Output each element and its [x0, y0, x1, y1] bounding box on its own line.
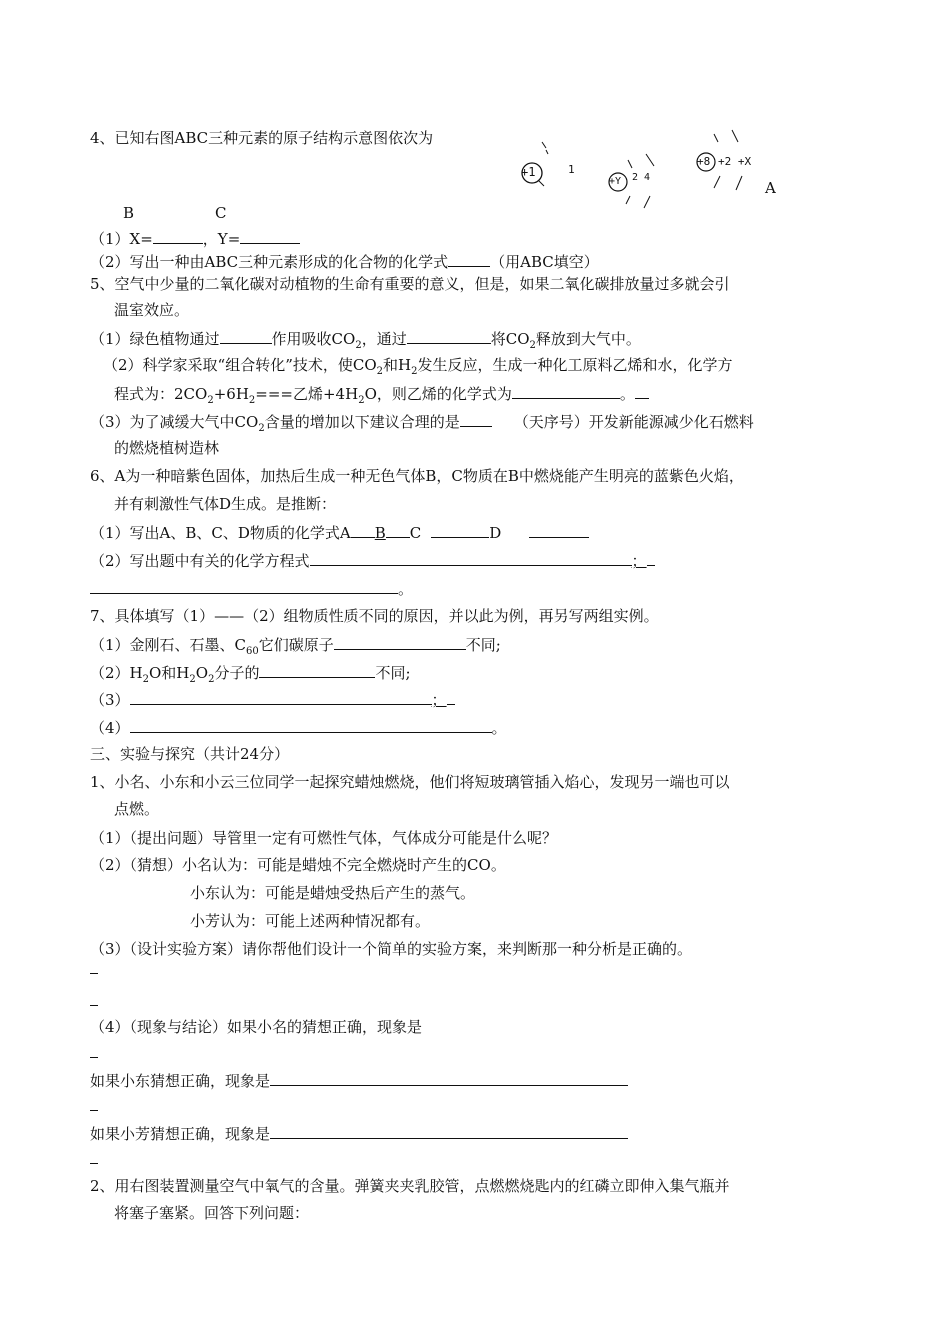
q7-part1 [90, 634, 501, 662]
q6-equation-blank-2[interactable] [90, 578, 398, 594]
q7-p1-sub: 60 [246, 646, 259, 657]
q7-p2-sub-3: 2 [208, 674, 215, 685]
q4-x-label: （1）X= [90, 230, 153, 248]
q5-p1-sub-2: 2 [529, 340, 536, 351]
exp1-part4-c [90, 1123, 628, 1144]
q5-part3-line1 [90, 411, 754, 439]
q7-part4 [90, 717, 507, 738]
q5-p3-b: 含量的增加以下建议合理的是 [264, 413, 460, 431]
q5-ethylene-blank-tail [635, 383, 649, 399]
q6-p1-a: （1）写出A、B、C、D物质的化学式A [90, 524, 351, 542]
q6-equation-blank-1[interactable] [310, 550, 632, 566]
q6-end: 。 [398, 580, 414, 598]
q7-p3-blank-tail [447, 689, 455, 705]
exp1-part4-b [90, 1070, 628, 1091]
q6-stem-1: 6、A为一种暗紫色固体，加热后生成一种无色气体B，C物质在B中燃烧能产生明亮的蓝紫色火焰， [90, 467, 744, 485]
atom-a-nucleus: +8 [697, 155, 711, 168]
q5-part3-line2: 的燃烧植树造林 [114, 439, 220, 457]
q4-formula-blank[interactable] [448, 251, 490, 267]
q5-p1-sub-1: 2 [355, 340, 362, 351]
q6-p1-d: D [489, 524, 502, 542]
q5-p2-g: O，则乙烯的化学式为 [364, 385, 512, 403]
atom-diagram-a [694, 128, 764, 198]
q7-stem: 7、具体填写（1）——（2）组物质性质不同的原因，并以此为例，再另写两组实例。 [90, 607, 659, 625]
q7-p2-blank[interactable] [259, 662, 375, 678]
exp1-part3: （3）（设计实验方案）请你帮他们设计一个简单的实验方案，来判断那一种分析是正确的。 [90, 940, 693, 958]
q5-part1 [90, 328, 641, 356]
q4-part2 [90, 251, 599, 272]
q4-x-blank[interactable] [153, 228, 203, 244]
atom-c-shell: 2 4 [632, 172, 651, 183]
q7-p2-sub-2: 2 [189, 674, 196, 685]
q5-p1-blank-1[interactable] [220, 328, 272, 344]
exp1-answer-line-1[interactable] [90, 973, 98, 974]
q7-part2 [90, 662, 411, 690]
q7-p1-a: （1）金刚石、石墨、C [90, 636, 247, 654]
q7-p4-end: 。 [491, 719, 507, 737]
q5-p2-c: 发生反应，生成一种化工原料乙烯和水，化学方 [417, 356, 733, 374]
exp1-stem-2: 点燃。 [114, 800, 160, 818]
q5-p1-e: 释放到大气中。 [535, 330, 641, 348]
q7-p1-c: 不同; [465, 636, 501, 654]
section-3-title: 三、实验与探究（共计24分） [90, 745, 290, 763]
q7-part3 [90, 689, 455, 710]
q7-p4-blank[interactable] [130, 717, 492, 733]
q4-part1 [90, 228, 300, 249]
q6-p1-b: B [374, 524, 386, 542]
q6-p1-c: C [409, 524, 422, 542]
q6-c-blank[interactable] [431, 522, 489, 538]
q7-p3-end: ； [431, 691, 447, 709]
q4-part2-text: （2）写出一种由ABC三种元素形成的化合物的化学式 [90, 253, 449, 271]
atom-c-nucleus: +Y [609, 176, 622, 187]
q5-p2-a: （2）科学家采取“组合转化”技术，使CO [103, 356, 377, 374]
q5-p1-c: ，通过 [361, 330, 407, 348]
exp1-part2: （2）（猜想）小名认为：可能是蜡烛不完全燃烧时产生的CO。 [90, 856, 506, 874]
q5-p1-d: 将CO [490, 330, 530, 348]
q4-part2-tail: （用ABC填空） [490, 253, 599, 271]
q6-part2 [90, 550, 655, 571]
exp1-stem-1: 1、小名、小东和小云三位同学一起探究蜡烛燃烧，他们将短玻璃管插入焰心，发现另一端也可以 [90, 773, 730, 791]
q5-part2-line2 [114, 383, 649, 411]
q5-p2-b: 和H [383, 356, 412, 374]
q6-a-blank[interactable] [351, 522, 375, 538]
q5-stem-2: 温室效应。 [114, 301, 190, 319]
exp1-p4b-blank[interactable] [270, 1070, 628, 1086]
q5-p1-b: 作用吸收CO [271, 330, 356, 348]
q5-p2-sub-5: 2 [358, 395, 365, 406]
q7-p2-e: 不同; [375, 664, 411, 682]
q5-p2-sub-3: 2 [207, 395, 214, 406]
q6-d-blank[interactable] [529, 522, 589, 538]
q7-p3-blank[interactable] [130, 689, 432, 705]
q5-p3-c: （天序号）开发新能源减少化石燃料 [513, 413, 754, 431]
exp1-phenomenon-line-1[interactable] [90, 1057, 98, 1058]
q7-p2-d: 分子的 [214, 664, 260, 682]
q4-stem: 4、已知右图ABC三种元素的原子结构示意图依次为 [90, 129, 434, 147]
q5-p3-blank[interactable] [460, 411, 492, 427]
exp1-answer-line-2[interactable] [90, 1005, 98, 1006]
q6-part1 [90, 522, 589, 543]
q7-p3-label: （3） [90, 691, 130, 709]
exp1-p4c-text: 如果小芳猜想正确，现象是 [90, 1125, 271, 1143]
exp2-stem-1: 2、用右图装置测量空气中氧气的含量。弹簧夹夹乳胶管，点燃燃烧匙内的红磷立即伸入集气瓶并 [90, 1177, 730, 1195]
exp1-part2-c: 小芳认为：可能上述两种情况都有。 [190, 912, 431, 930]
q5-p2-d: 程式为：2CO [114, 385, 208, 403]
q7-p4-label: （4） [90, 719, 130, 737]
exp1-phenomenon-line-3[interactable] [90, 1163, 98, 1164]
exp1-p4b-text: 如果小东猜想正确，现象是 [90, 1072, 271, 1090]
q5-p2-sub-4: 2 [248, 395, 256, 406]
atom-diagram-b [518, 138, 578, 188]
q7-p2-a: （2）H [90, 664, 143, 682]
q5-p1-blank-2[interactable] [407, 328, 491, 344]
atom-b-shell: 1 [568, 163, 575, 176]
label-a: A [765, 179, 776, 197]
exp1-part4: （4）（现象与结论）如果小名的猜想正确，现象是 [90, 1018, 423, 1036]
atom-a-shell: +2 +X [718, 155, 752, 168]
q6-semi: ； [631, 552, 647, 570]
atom-diagram-c [606, 152, 666, 212]
q7-p1-blank[interactable] [334, 634, 466, 650]
q5-p2-f: ===乙烯+4H [255, 385, 359, 403]
q7-p2-c: O [195, 664, 209, 682]
atom-b-nucleus: +1 [521, 165, 536, 179]
q5-p1-a: （1）绿色植物通过 [90, 330, 220, 348]
q5-p3-sub: 2 [258, 423, 265, 434]
q6-part2-line2 [90, 578, 413, 599]
q5-ethylene-blank[interactable] [512, 383, 620, 399]
label-c: C [215, 204, 227, 222]
label-b: B [123, 204, 135, 222]
q5-p3-a: （3）为了减缓大气中CO [90, 413, 259, 431]
exp1-part2-b: 小东认为：可能是蜡烛受热后产生的蒸气。 [190, 884, 476, 902]
q5-part2-line1 [103, 355, 733, 382]
q4-y-label: ，Y= [202, 230, 241, 248]
q6-p2-text: （2）写出题中有关的化学方程式 [90, 552, 310, 570]
q5-p2-h: 。 [619, 385, 635, 403]
q7-p2-sub-1: 2 [142, 674, 149, 685]
q5-p2-e: +6H [213, 385, 249, 403]
q6-equation-blank-1-tail [647, 550, 655, 566]
q7-p2-b: O和H [149, 664, 190, 682]
q5-stem-1: 5、空气中少量的二氧化碳对动植物的生命有重要的意义，但是，如果二氧化碳排放量过多就会引 [90, 275, 730, 293]
exp1-phenomenon-line-2[interactable] [90, 1110, 98, 1111]
exp2-stem-2: 将塞子塞紧。回答下列问题： [114, 1204, 310, 1222]
q7-p1-b: 它们碳原子 [258, 636, 334, 654]
q5-p2-sub-1: 2 [376, 366, 384, 377]
exp1-p4c-blank[interactable] [270, 1123, 628, 1139]
q6-b-blank[interactable] [386, 522, 410, 538]
q6-stem-2: 并有刺激性气体D生成。是推断： [114, 495, 337, 513]
q4-y-blank[interactable] [240, 228, 300, 244]
exp1-part1: （1）（提出问题）导管里一定有可燃性气体，气体成分可能是什么呢？ [90, 829, 558, 847]
q5-p2-sub-2: 2 [411, 366, 418, 377]
